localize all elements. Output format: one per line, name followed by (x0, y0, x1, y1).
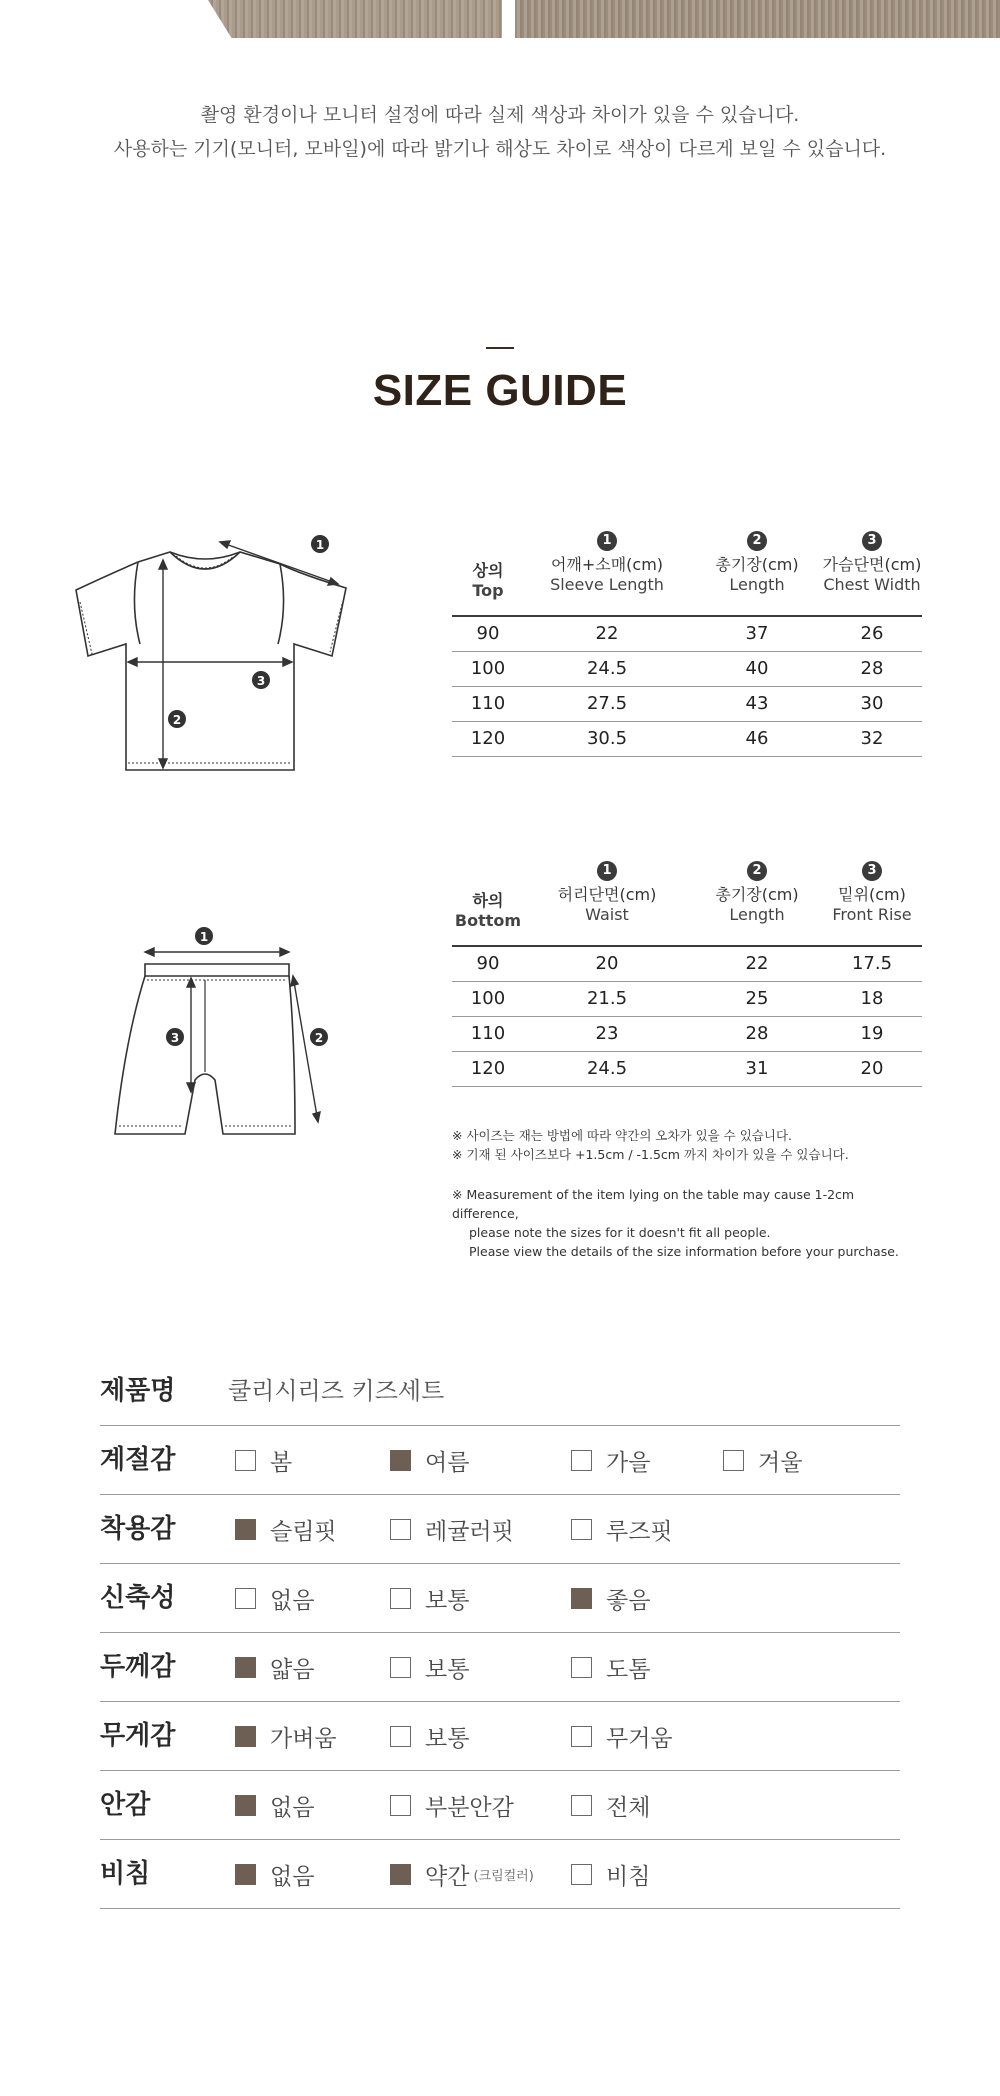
product-name-value: 쿨리시리즈 키즈세트 (228, 1377, 445, 1405)
table-row: 90 20 22 17.5 (452, 947, 922, 982)
bottom-header-col-3: 3 밑위(cm) Front Rise (832, 863, 912, 924)
size-notes-kr (452, 1126, 922, 1164)
checkbox-icon (723, 1450, 744, 1471)
note-kr-2: ※ 기재 된 사이즈보다 +1.5cm / -1.5cm 까지 차이가 있을 수 있습니다. (452, 1147, 849, 1162)
table-row: 110 23 28 19 (452, 1017, 922, 1052)
option-thick: 도톰 (571, 1633, 650, 1701)
bottom-diagram-mark-2: 2 (314, 1031, 324, 1045)
option-summer: 여름 (390, 1426, 469, 1494)
bottom-shorts-diagram-icon (105, 920, 345, 1140)
checkbox-checked-icon (235, 1519, 256, 1540)
checkbox-checked-icon (571, 1588, 592, 1609)
top-header-col-2: 2 총기장(cm) Length (715, 533, 799, 594)
checkbox-checked-icon (235, 1864, 256, 1885)
note-en-1: ※ Measurement of the item lying on the table may cause 1-2cm difference, (452, 1187, 855, 1221)
bottom-diagram-mark-1: 1 (199, 930, 209, 944)
checkbox-icon (390, 1657, 411, 1678)
option-thickness-normal: 보통 (390, 1633, 469, 1701)
option-stretch-none: 없음 (235, 1564, 314, 1632)
size-guide-title: SIZE GUIDE (372, 366, 628, 415)
attribute-label: 안감 (100, 1790, 151, 1820)
table-row: 100 24.5 40 28 (452, 652, 922, 687)
top-diagram-mark-1: 1 (315, 538, 325, 552)
table-row: 100 21.5 25 18 (452, 982, 922, 1017)
option-thin: 얇음 (235, 1633, 314, 1701)
option-sheer-slight: 약간 (크림컬러) (390, 1840, 534, 1908)
top-header-col-0: 상의 Top (472, 561, 504, 600)
checkbox-checked-icon (235, 1657, 256, 1678)
attribute-row-lining (100, 1771, 900, 1840)
color-notice-line-2: 사용하는 기기(모니터, 모바일)에 따라 밝기나 해상도 차이로 색상이 다르게 보일 수 있습니다. (113, 138, 887, 160)
option-note: (크림컬러) (473, 1868, 534, 1884)
top-shirt-diagram-icon (70, 520, 370, 780)
checkbox-icon (571, 1519, 592, 1540)
attribute-row-thickness (100, 1633, 900, 1702)
checkbox-checked-icon (235, 1726, 256, 1747)
note-en-2: please note the sizes for it doesn't fit all people. (469, 1225, 771, 1240)
checkbox-icon (571, 1657, 592, 1678)
top-diagram-mark-3: 3 (256, 674, 266, 688)
attribute-label: 착용감 (100, 1514, 176, 1544)
table-row: 90 22 37 26 (452, 617, 922, 652)
option-heavy: 무거움 (571, 1702, 673, 1770)
top-diagram-mark-2: 2 (172, 713, 182, 727)
option-lining-partial: 부분안감 (390, 1771, 514, 1839)
checkbox-icon (390, 1588, 411, 1609)
bottom-diagram-mark-3: 3 (170, 1031, 180, 1045)
bottom-header-col-1: 1 허리단면(cm) Waist (557, 863, 657, 924)
color-notice-line-1: 촬영 환경이나 모니터 설정에 따라 실제 색상과 차이가 있을 수 있습니다. (200, 104, 800, 126)
checkbox-icon (571, 1864, 592, 1885)
top-size-table (452, 531, 922, 757)
note-en-3: Please view the details of the size information before your purchase. (469, 1244, 899, 1259)
attribute-row-sheerness (100, 1840, 900, 1909)
title-dash-divider (486, 347, 514, 349)
attribute-row-stretch (100, 1564, 900, 1633)
checkbox-icon (390, 1726, 411, 1747)
option-spring: 봄 (235, 1426, 292, 1494)
attribute-label: 계절감 (100, 1445, 176, 1475)
size-notes-en (452, 1185, 922, 1261)
checkbox-checked-icon (390, 1864, 411, 1885)
attribute-row-weight (100, 1702, 900, 1771)
attribute-row-season (100, 1426, 900, 1495)
checkbox-icon (571, 1726, 592, 1747)
option-weight-normal: 보통 (390, 1702, 469, 1770)
table-row: 120 24.5 31 20 (452, 1052, 922, 1087)
bottom-size-table-header (452, 861, 922, 947)
table-row: 110 27.5 43 30 (452, 687, 922, 722)
option-regular-fit: 레귤러핏 (390, 1495, 514, 1563)
product-name-row (100, 1357, 900, 1426)
checkbox-checked-icon (390, 1450, 411, 1471)
product-name-label: 제품명 (100, 1376, 176, 1406)
top-header-col-3: 3 가슴단면(cm) Chest Width (822, 533, 922, 594)
checkbox-icon (235, 1588, 256, 1609)
option-sheer-none: 없음 (235, 1840, 314, 1908)
checkbox-checked-icon (235, 1795, 256, 1816)
option-winter: 겨울 (723, 1426, 802, 1494)
option-loose-fit: 루즈핏 (571, 1495, 673, 1563)
attribute-row-fit (100, 1495, 900, 1564)
top-header-col-1: 1 어깨+소매(cm) Sleeve Length (550, 533, 664, 594)
table-row: 120 30.5 46 32 (452, 722, 922, 757)
option-sheer: 비침 (571, 1840, 650, 1908)
product-photo-right (515, 0, 1000, 38)
attribute-label: 신축성 (100, 1583, 176, 1613)
option-autumn: 가을 (571, 1426, 650, 1494)
option-light: 가벼움 (235, 1702, 337, 1770)
option-stretch-good: 좋음 (571, 1564, 650, 1632)
checkbox-icon (571, 1450, 592, 1471)
option-lining-full: 전체 (571, 1771, 650, 1839)
attribute-label: 비침 (100, 1859, 151, 1889)
option-stretch-normal: 보통 (390, 1564, 469, 1632)
bottom-header-col-0: 하의 Bottom (454, 891, 522, 930)
attribute-label: 두께감 (100, 1652, 176, 1682)
note-kr-1: ※ 사이즈는 재는 방법에 따라 약간의 오차가 있을 수 있습니다. (452, 1128, 793, 1143)
checkbox-icon (235, 1450, 256, 1471)
option-slim-fit: 슬림핏 (235, 1495, 337, 1563)
checkbox-icon (390, 1795, 411, 1816)
bottom-header-col-2: 2 총기장(cm) Length (715, 863, 799, 924)
top-size-table-header (452, 531, 922, 617)
product-attribute-table (100, 1357, 900, 1909)
option-lining-none: 없음 (235, 1771, 314, 1839)
checkbox-icon (390, 1519, 411, 1540)
attribute-label: 무게감 (100, 1721, 176, 1751)
product-photo-left (208, 0, 502, 38)
bottom-size-table (452, 861, 922, 1087)
checkbox-icon (571, 1795, 592, 1816)
